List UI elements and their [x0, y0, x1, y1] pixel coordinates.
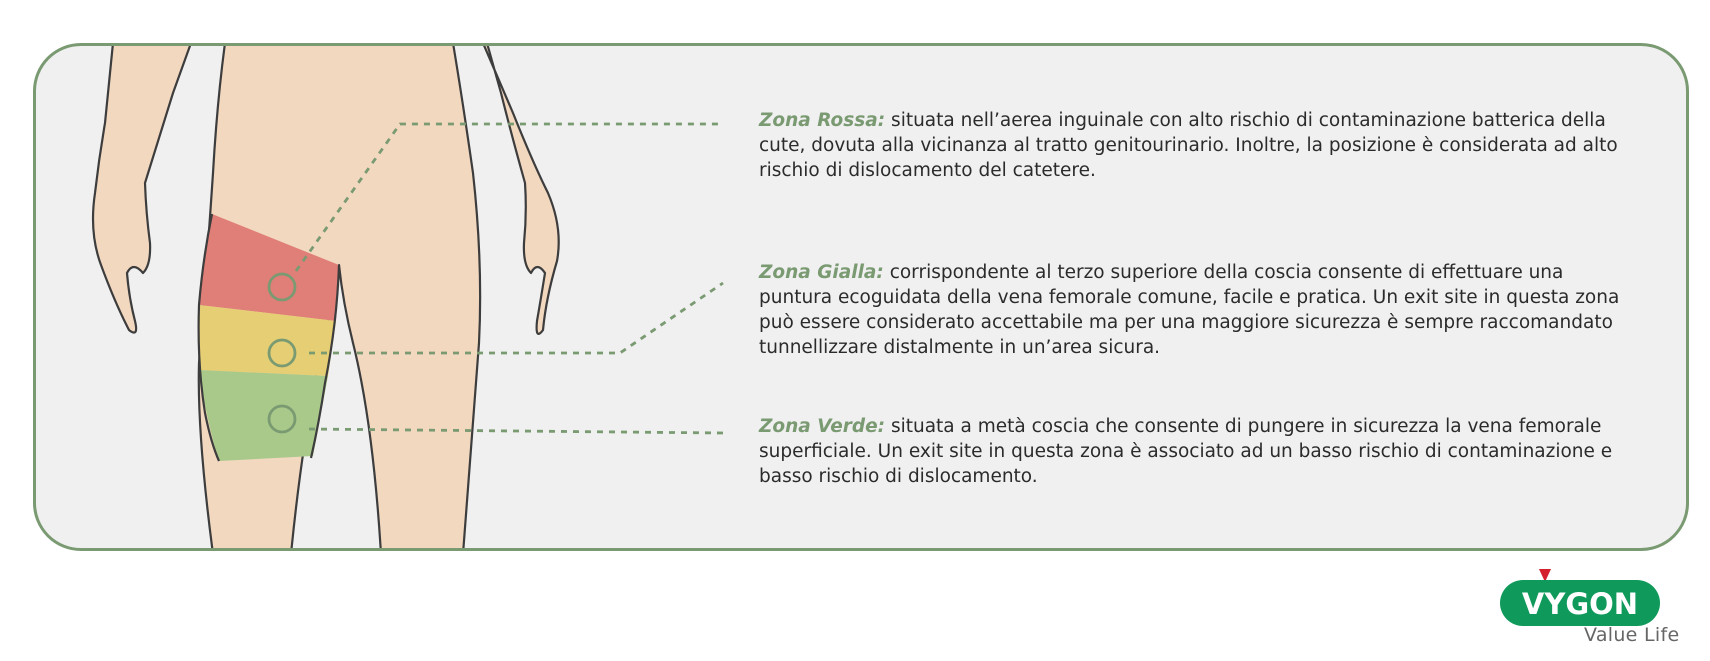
zone-green-area: [199, 370, 328, 461]
brand-tagline: Value Life: [1584, 624, 1680, 646]
logo-text: VYGON: [1521, 587, 1639, 621]
zone-verde-description: [759, 414, 1629, 489]
zone-rossa-title: Zona Rossa:: [759, 110, 886, 131]
left-arm: [93, 46, 191, 333]
diagram-card: [33, 43, 1689, 551]
zone-gialla-description: [759, 260, 1629, 360]
zone-rossa-description: [759, 108, 1629, 183]
zone-verde-text: situata a metà coscia che consente di pungere in sicurezza la vena femorale superficiale. Un exit site in questa zona è associato ad un basso rischio di contaminazione e basso rischio di dislocamento.: [759, 416, 1613, 487]
right-arm: [483, 46, 559, 334]
zone-gialla-title: Zona Gialla:: [759, 262, 884, 283]
zone-rossa-text: situata nell’aerea inguinale con alto rischio di contaminazione batterica della cute, dovuta alla vicinanza al tratto genitourinario. Inoltre, la posizione è considerata ad alto rischio di dislocamento del catetere.: [759, 110, 1618, 181]
zone-verde-title: Zona Verde:: [759, 416, 886, 437]
zone-gialla-text: corrispondente al terzo superiore della coscia consente di effettuare una puntura ecoguidata della vena femorale comune, facile e pratica. Un exit site in questa zona può essere considerato accettabile ma per una maggiore sicurezza è sempre raccomandato tunnellizzare distalmente in un’area sicura.: [759, 262, 1620, 358]
